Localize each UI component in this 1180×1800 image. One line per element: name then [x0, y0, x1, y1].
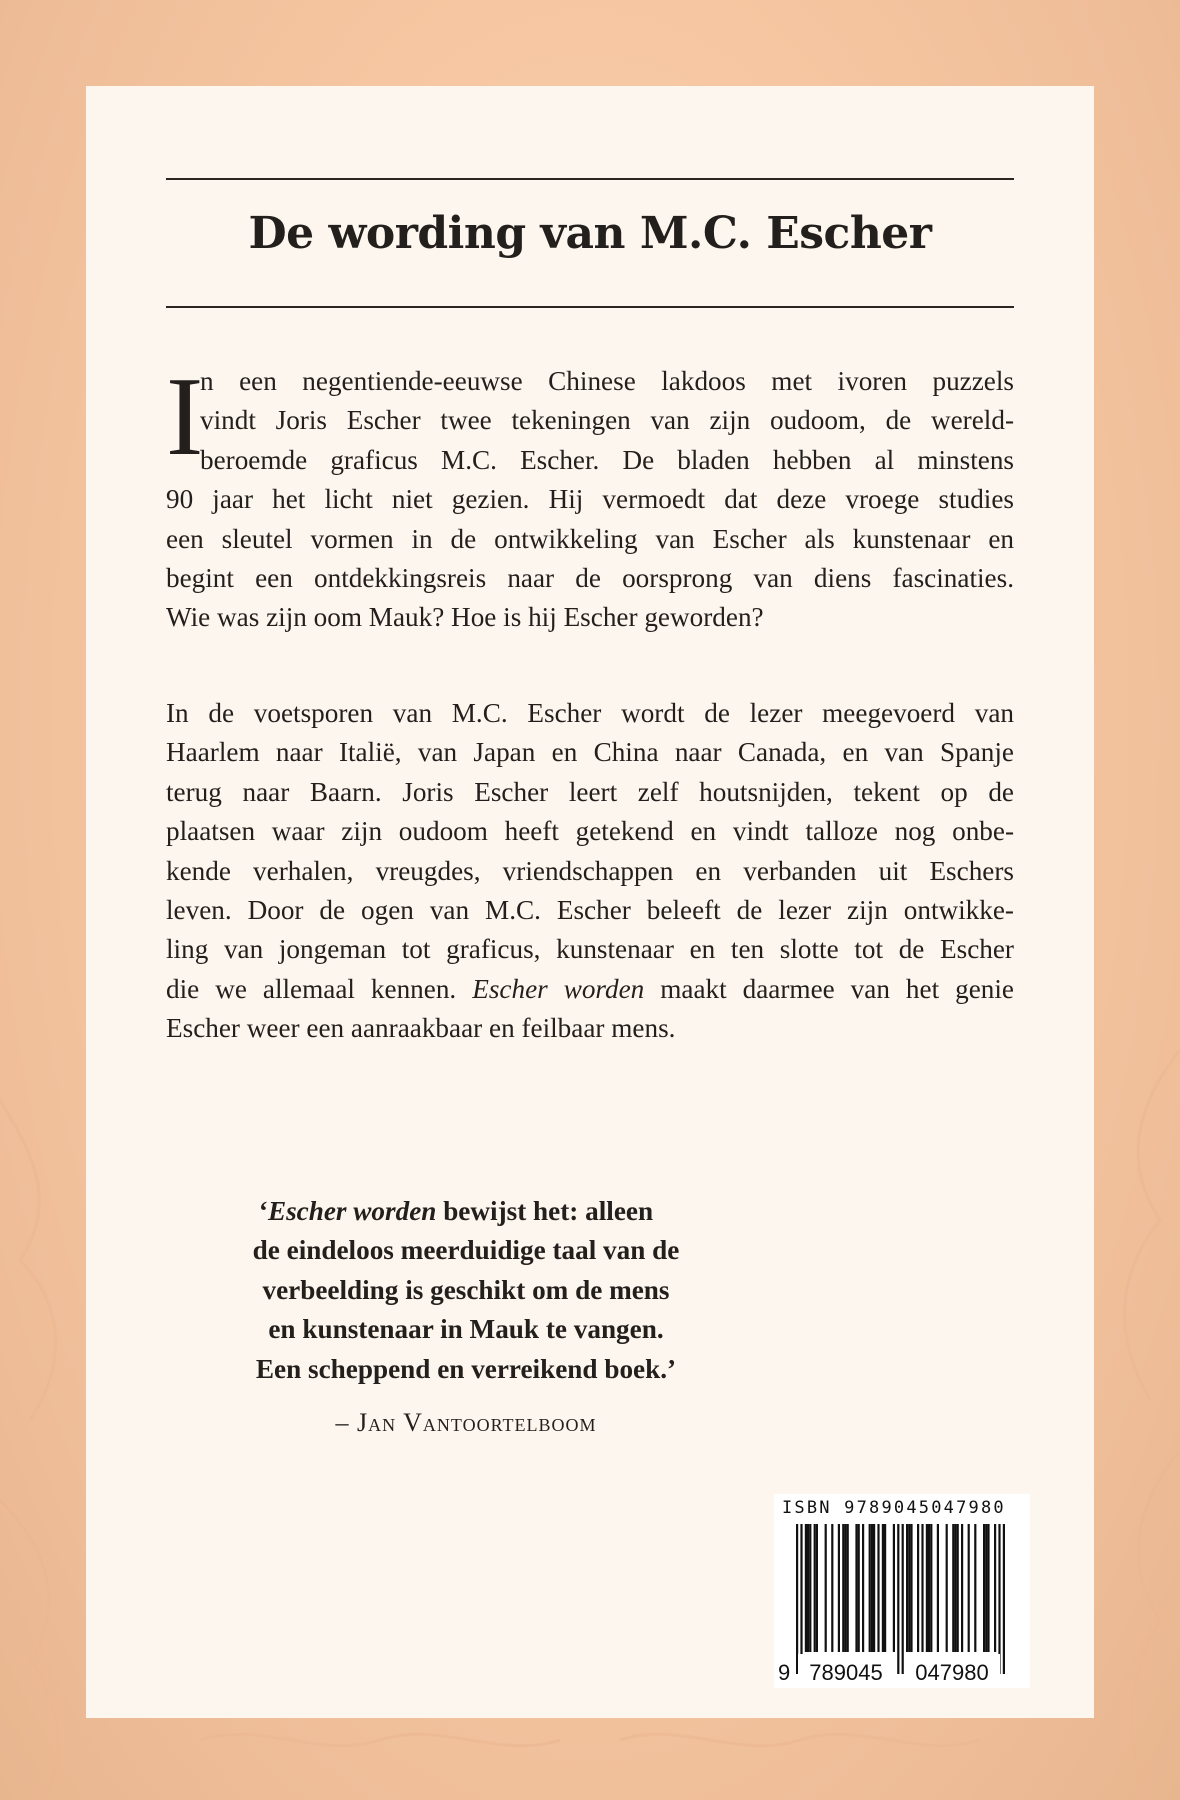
drop-cap: I — [166, 355, 204, 479]
barcode — [774, 1520, 1030, 1688]
barcode-bar — [809, 1524, 811, 1652]
barcode-bar — [1003, 1524, 1005, 1674]
synopsis-line: leven. Door de ogen van M.C. Escher beleeft de lezer zijn ontwikke- — [166, 895, 1014, 926]
synopsis-line: beroemde graficus M.C. Escher. De bladen hebben al minstens — [200, 444, 1014, 475]
isbn-label: ISBN 9789045047980 — [782, 1498, 1006, 1518]
barcode-bar — [994, 1524, 996, 1652]
barcode-bar — [974, 1524, 976, 1652]
barcode-bar — [800, 1524, 802, 1674]
barcode-digits-group-1: 789045 — [809, 1660, 883, 1685]
barcode-bar — [985, 1524, 987, 1652]
barcode-bar — [910, 1524, 912, 1652]
barcode-bar — [987, 1524, 989, 1652]
barcode-bar — [952, 1524, 954, 1652]
isbn-barcode-block — [774, 1494, 1030, 1688]
barcode-bar — [917, 1524, 919, 1652]
barcode-bar — [816, 1524, 818, 1652]
barcode-bar — [928, 1524, 930, 1652]
barcode-bar — [946, 1524, 948, 1652]
barcode-bar — [983, 1524, 985, 1652]
barcode-bar — [871, 1524, 873, 1652]
synopsis-line: plaatsen waar zijn oudoom heeft getekend en vindt talloze nog onbe- — [166, 816, 1014, 847]
barcode-bar — [862, 1524, 864, 1652]
synopsis-line: Escher weer een aanraakbaar en feilbaar mens. — [166, 1013, 676, 1044]
synopsis-line: kende verhalen, vreugdes, vriendschappen en verbanden uit Eschers — [166, 855, 1014, 886]
barcode-bar — [858, 1524, 860, 1652]
synopsis-paragraph-2 — [166, 694, 1014, 1049]
barcode-bar — [877, 1524, 879, 1652]
barcode-bar — [844, 1524, 846, 1652]
barcode-bar — [906, 1524, 908, 1652]
barcode-bar — [921, 1524, 923, 1652]
barcode-digit-first: 9 — [778, 1660, 791, 1685]
barcode-bar — [954, 1524, 956, 1652]
synopsis-line: ling van jongeman tot graficus, kunstenaar en ten slotte tot de Escher — [166, 934, 1014, 965]
synopsis-line: In de voetsporen van M.C. Escher wordt de lezer meegevoerd van — [166, 698, 1014, 728]
synopsis-line: vindt Joris Escher twee tekeningen van zijn oudoom, de wereld- — [200, 405, 1014, 436]
quote-line: en kunstenaar in Mauk te vangen. — [268, 1314, 664, 1345]
title-rule-top — [166, 178, 1014, 180]
book-title: De wording van M.C. Escher — [248, 208, 932, 259]
barcode-bar — [968, 1524, 970, 1652]
line-text: die we allemaal kennen. — [166, 973, 473, 1004]
barcode-bar — [855, 1524, 857, 1652]
barcode-bar — [882, 1524, 884, 1652]
quote-attribution: – Jan Vantoortelboom — [335, 1408, 597, 1437]
barcode-bar — [908, 1524, 910, 1652]
barcode-bar — [825, 1524, 827, 1652]
barcode-bar — [930, 1524, 932, 1652]
synopsis-line: een sleutel vormen in de ontwikkeling van Escher als kunstenaar en — [166, 523, 1014, 554]
barcode-bar — [838, 1524, 840, 1652]
quote-line — [206, 1192, 706, 1231]
barcode-bar — [893, 1524, 895, 1652]
title-rule-bottom — [166, 306, 1014, 308]
barcode-bar — [805, 1524, 807, 1652]
synopsis-line-with-italic — [166, 970, 1014, 1009]
quote-text: bewijst het: alleen — [436, 1196, 654, 1226]
barcode-bar — [831, 1524, 833, 1652]
barcode-bar — [884, 1524, 886, 1652]
barcode-bars — [796, 1524, 1005, 1674]
quote-book-title: Escher worden — [267, 1196, 437, 1226]
barcode-bar — [807, 1524, 809, 1652]
barcode-digits-group-2: 047980 — [915, 1660, 989, 1685]
barcode-bar — [902, 1524, 904, 1674]
barcode-bar — [937, 1524, 939, 1652]
synopsis-line: Wie was zijn oom Mauk? Hoe is hij Escher geworden? — [166, 602, 764, 633]
book-title-italic: Escher worden — [472, 973, 645, 1004]
quote-line: verbeelding is geschikt om de mens — [262, 1274, 670, 1305]
barcode-bar — [926, 1524, 928, 1652]
barcode-bar — [847, 1524, 849, 1652]
barcode-bar — [796, 1524, 798, 1674]
quote-open-mark: ‘ — [258, 1196, 268, 1226]
quote-line: de eindeloos meerduidige taal van de — [252, 1235, 680, 1266]
line-text: maakt daarmee van het genie — [644, 973, 1014, 1004]
barcode-bar — [897, 1524, 899, 1674]
review-quote — [166, 1192, 1014, 1389]
synopsis-line: Haarlem naar Italië, van Japan en China naar Canada, en van Spanje — [166, 737, 1014, 768]
synopsis-line: 90 jaar het licht niet gezien. Hij vermoedt dat deze vroege studies — [166, 484, 1014, 515]
synopsis-line: n een negentiende-eeuwse Chinese lakdoos met ivoren puzzels — [200, 366, 1014, 396]
barcode-bar — [869, 1524, 871, 1652]
barcode-bar — [873, 1524, 875, 1652]
barcode-bar — [814, 1524, 816, 1652]
quote-line: Een scheppend en verreikend boek.’ — [255, 1353, 677, 1384]
synopsis-line: begint een ontdekkingsreis naar de oorsprong van diens fascinaties. — [166, 563, 1014, 594]
synopsis-paragraph-1 — [166, 355, 1014, 638]
barcode-bar — [957, 1524, 959, 1652]
barcode-bar — [842, 1524, 844, 1652]
synopsis-line: terug naar Baarn. Joris Escher leert zelf houtsnijden, tekent op de — [166, 776, 1014, 807]
barcode-bar — [998, 1524, 1000, 1674]
barcode-bar — [961, 1524, 963, 1652]
